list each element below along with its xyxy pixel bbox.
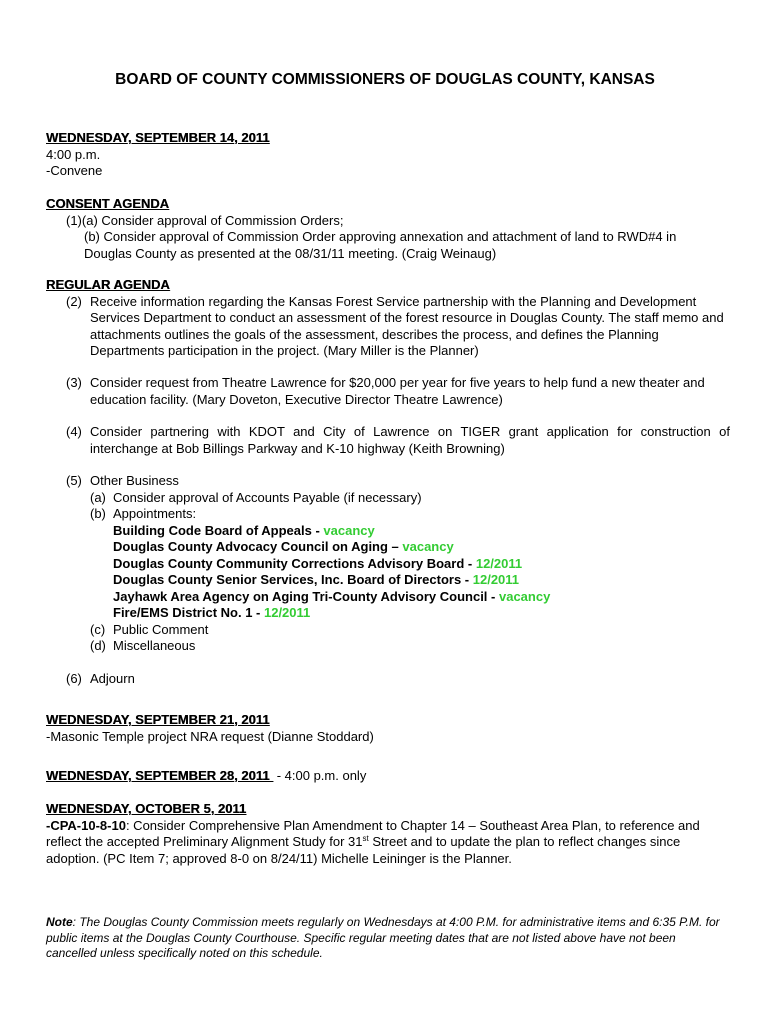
appointment-name: Douglas County Advocacy Council on Aging – <box>113 539 403 554</box>
item-text: Receive information regarding the Kansas Forest Service partnership with the Planning and Development Services Department to conduct an assessment of the forest resource in Douglas County. The staff memo and attachments outlines the goals of the assessment, describes the process, and defines the Planning Departments participation in the project. (Mary Miller is the Planner) <box>90 293 724 358</box>
appointment-status: vacancy <box>323 522 375 538</box>
meeting-sep-28 <box>46 768 736 785</box>
sub-item-text: Public Comment <box>113 621 209 637</box>
cpa-code: -CPA-10-8-10 <box>46 817 126 833</box>
meeting-item-text: -Masonic Temple project NRA request (Dianne Stoddard) <box>46 728 374 744</box>
sub-item-label: (d) <box>90 638 106 653</box>
meeting-date-heading: WEDNESDAY, SEPTEMBER 14, 2011 <box>46 130 270 145</box>
other-business <box>46 473 736 490</box>
regular-agenda <box>46 277 736 360</box>
adjourn-text: Adjourn <box>90 671 135 686</box>
appointment-name: Fire/EMS District No. 1 - <box>113 605 264 620</box>
sub-item-text: Appointments: <box>113 506 197 521</box>
agenda-item-4 <box>46 424 730 457</box>
meeting-sep-14 <box>46 130 736 180</box>
appointment-fire-ems <box>46 605 736 622</box>
sub-item-c <box>46 622 736 639</box>
meeting-date-heading: WEDNESDAY, SEPTEMBER 28, 2011 <box>46 768 274 783</box>
meeting-oct-5 <box>46 801 718 867</box>
regular-agenda-heading: REGULAR AGENDA <box>46 277 170 292</box>
appointment-jayhawk-agency <box>46 589 736 606</box>
cpa-text-part1: : Consider Comprehensive Plan Amendment to Chapter 14 – Southeast Area Plan, to reference and reflect the accepted Preliminary Alignment Study for 31 <box>46 817 700 849</box>
convene-text: -Convene <box>46 163 103 178</box>
note-text: : The Douglas County Commission meets regularly on Wednesdays at 4:00 P.M. for administrative items and 6:35 P.M. for public items at the Douglas County Courthouse. Specific regular meeting dates that are not listed above have not been cancelled unless specifically noted on this schedule. <box>46 915 720 960</box>
agenda-item-4-block <box>46 424 736 457</box>
sub-item-label: (b) <box>90 506 106 521</box>
sub-item-label: (c) <box>90 621 106 637</box>
agenda-item-2 <box>46 294 730 360</box>
item-number: (4) <box>66 424 82 439</box>
page-title: BOARD OF COUNTY COMMISSIONERS OF DOUGLAS COUNTY, KANSAS <box>115 71 655 88</box>
consent-agenda-heading: CONSENT AGENDA <box>46 196 170 211</box>
item-number: (3) <box>66 375 82 390</box>
agenda-item-3 <box>46 375 730 408</box>
item-number: (2) <box>66 293 82 309</box>
appointment-name: Jayhawk Area Agency on Aging Tri-County Advisory Council - <box>113 588 499 604</box>
appointment-building-code <box>46 523 736 540</box>
appointment-name: Douglas County Community Corrections Advisory Board - <box>113 555 476 571</box>
meeting-time: 4:00 p.m. <box>46 146 101 162</box>
sub-item-a <box>46 490 736 507</box>
sub-item-b <box>46 506 736 523</box>
agenda-item-5 <box>46 473 736 655</box>
appointment-status: vacancy <box>498 588 551 604</box>
appointment-senior-services <box>46 572 736 589</box>
note-label: Note <box>46 915 73 929</box>
appointment-name: Building Code Board of Appeals - <box>113 522 324 538</box>
appointment-advocacy-council <box>46 539 736 556</box>
meeting-time-note: - 4:00 p.m. only <box>273 768 367 783</box>
appointment-status: 12/2011 <box>263 605 311 620</box>
sub-item-label: (a) <box>90 489 106 505</box>
appointment-name: Douglas County Senior Services, Inc. Board of Directors - <box>113 572 473 587</box>
agenda-item-3-block <box>46 375 736 408</box>
cpa-item <box>46 818 718 868</box>
sub-item-text: Consider approval of Accounts Payable (if necessary) <box>113 489 422 505</box>
meeting-date-line <box>46 768 736 785</box>
meeting-date-heading: WEDNESDAY, SEPTEMBER 21, 2011 <box>46 712 270 727</box>
item-number: (6) <box>66 671 82 686</box>
agenda-item-6 <box>46 671 736 688</box>
sub-item-text: Miscellaneous <box>113 638 196 653</box>
other-business-label: Other Business <box>90 473 179 488</box>
cpa-superscript: st <box>362 834 369 843</box>
meeting-date-heading: WEDNESDAY, OCTOBER 5, 2011 <box>46 801 247 816</box>
appointment-status: 12/2011 <box>475 555 523 571</box>
consent-item-1b-line1: (b) Consider approval of Commission Order approving annexation and attachment of land to RWD#4 in <box>84 229 677 244</box>
item-text: Consider request from Theatre Lawrence for $20,000 per year for five years to help fund a new theater and education facility. (Mary Doveton, Executive Director Theatre Lawrence) <box>90 375 705 407</box>
cpa-text-part2: Street and to update the plan to reflect changes since adoption. (PC Item 7; approved 8-0 on 8/24/11) Michelle Leininger is the Planner. <box>46 834 681 866</box>
note-paragraph <box>46 915 728 962</box>
consent-item-1a: (1)(a) Consider approval of Commission Orders; <box>66 212 344 228</box>
consent-item-1b-line2: Douglas County as presented at the 08/31/11 meeting. (Craig Weinaug) <box>84 245 497 261</box>
schedule-note <box>46 915 728 962</box>
sub-item-d <box>46 638 736 655</box>
item-number: (5) <box>66 473 82 488</box>
appointment-status: vacancy <box>402 539 454 554</box>
appointment-status: 12/2011 <box>472 572 520 587</box>
consent-agenda <box>46 196 736 262</box>
appointment-corrections-board <box>46 556 736 573</box>
meeting-sep-21 <box>46 712 736 745</box>
adjourn-item <box>46 671 736 688</box>
item-text: Consider partnering with KDOT and City of Lawrence on TIGER grant application for construction of interchange at Bob Billings Parkway and K-10 highway (Keith Browning) <box>90 424 730 456</box>
